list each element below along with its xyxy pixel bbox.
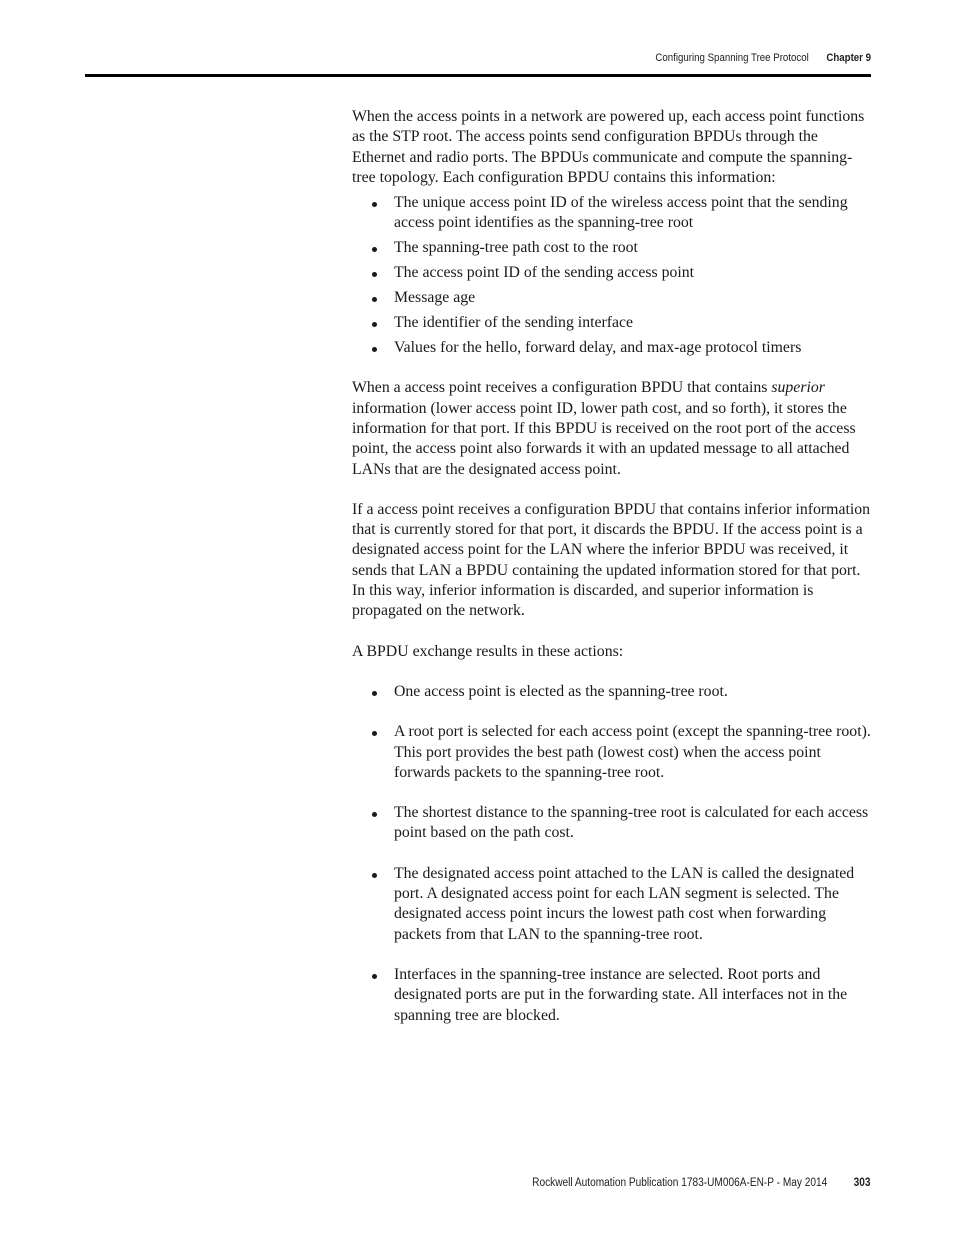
bpdu-info-list: [352, 193, 872, 359]
inferior-paragraph: If a access point receives a configuration BPDU that contains inferior information that is currently stored for that port, it discards the BPDU. If the access point is a designated access point for the LAN where the inferior BPDU was received, it sends that LAN a BPDU containing the updated information stored for that port. In this way, inferior information is discarded, and superior information is propagated on the network.: [352, 500, 871, 620]
exchange-intro: A BPDU exchange results in these actions:: [352, 642, 624, 660]
bullet-icon: [372, 974, 377, 979]
bullet-icon: [372, 731, 377, 736]
header-section-title: Configuring Spanning Tree Protocol: [655, 52, 809, 64]
bullet-icon: [372, 691, 377, 696]
bullet-icon: [372, 812, 377, 817]
list-item: The shortest distance to the spanning-tree root is calculated for each access point based on the path cost.: [352, 803, 872, 844]
running-footer: [533, 1177, 871, 1189]
footer-publication: Rockwell Automation Publication 1783-UM006A-EN-P - May 2014: [532, 1177, 828, 1189]
header-chapter-label: Chapter 9: [826, 52, 871, 64]
bullet-icon: [372, 347, 377, 352]
list-item: Interfaces in the spanning-tree instance are selected. Root ports and designated ports are put in the forwarding state. All interfaces not in the spanning tree are blocked.: [352, 965, 872, 1026]
running-header: [655, 52, 871, 64]
list-item: Values for the hello, forward delay, and max-age protocol timers: [352, 338, 872, 358]
bullet-icon: [372, 202, 377, 207]
list-item: A root port is selected for each access point (except the spanning-tree root). This port provides the best path (lowest cost) when the access point forwards packets to the spanning-tree root.: [352, 722, 872, 783]
bullet-icon: [372, 873, 377, 878]
list-item: The unique access point ID of the wireless access point that the sending access point identifies as the spanning-tree root: [352, 193, 872, 234]
intro-paragraph: When the access points in a network are powered up, each access point functions as the STP root. The access points send configuration BPDUs through the Ethernet and radio ports. The BPDUs communicate and compute the spanning-tree topology. Each configuration BPDU contains this information:: [352, 108, 865, 186]
list-item: Message age: [352, 288, 872, 308]
bullet-icon: [372, 297, 377, 302]
list-item: The spanning-tree path cost to the root: [352, 238, 872, 258]
list-item: The identifier of the sending interface: [352, 313, 872, 333]
list-item: One access point is elected as the spanning-tree root.: [352, 682, 872, 702]
bullet-icon: [372, 322, 377, 327]
list-item: The designated access point attached to the LAN is called the designated port. A designated access point for each LAN segment is selected. The designated access point incurs the lowest path cost when forwarding packets from that LAN to the spanning-tree root.: [352, 864, 872, 945]
emphasis-superior: superior: [771, 379, 825, 397]
body-content: [352, 107, 872, 1046]
header-divider: [85, 74, 871, 77]
superior-paragraph: When a access point receives a configuration BPDU that contains superior information (lower access point ID, lower path cost, and so forth), it stores the information for that port. If this BPDU is received on the root port of the access point, the access point also forwards it with an updated message to all attached LANs that are the designated access point.: [352, 379, 856, 478]
list-item: The access point ID of the sending access point: [352, 263, 872, 283]
page-number: 303: [854, 1177, 871, 1189]
exchange-actions-list: [352, 682, 872, 1026]
bullet-icon: [372, 247, 377, 252]
bullet-icon: [372, 272, 377, 277]
